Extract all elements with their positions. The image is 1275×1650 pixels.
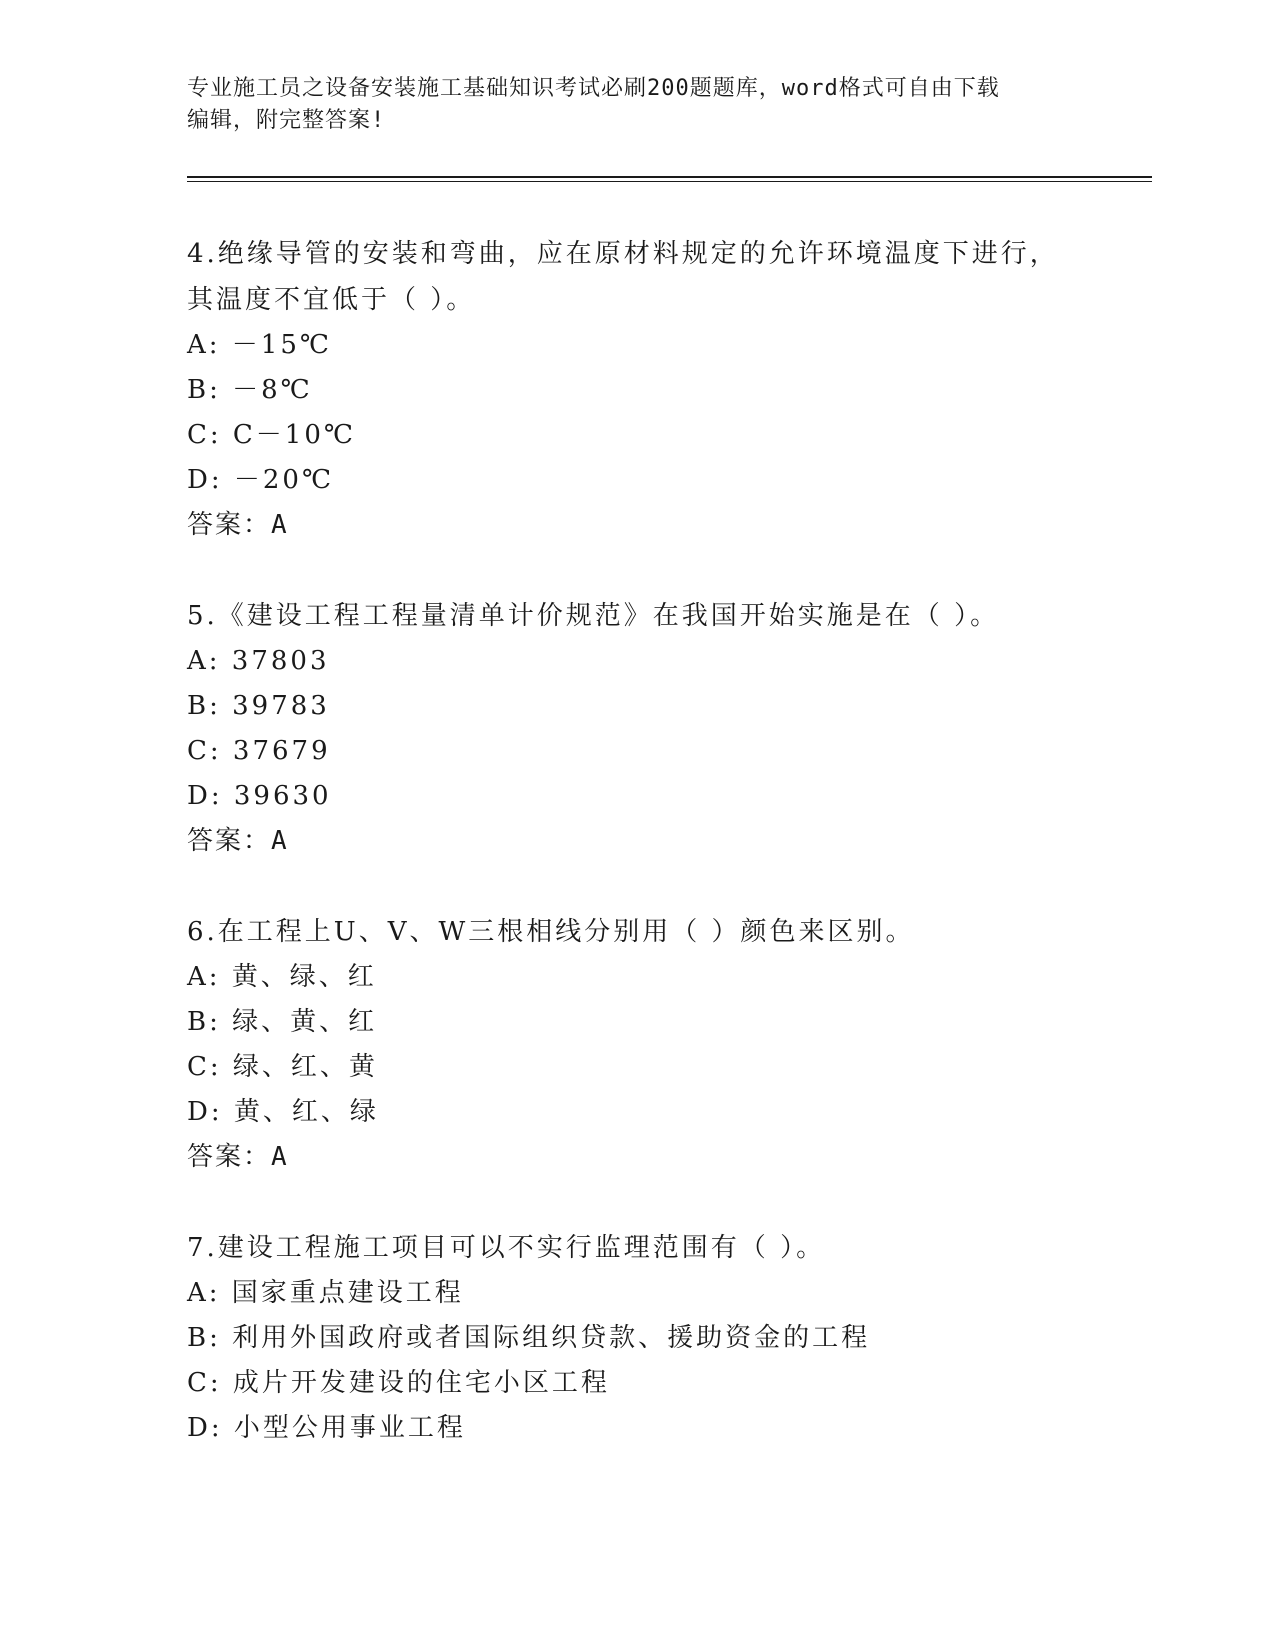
question-stem-continued: 其温度不宜低于（ ）。	[187, 285, 476, 315]
option-c: C: 成片开发建设的住宅小区工程	[187, 1368, 610, 1398]
question-stem: 5.《建设工程工程量清单计价规范》在我国开始实施是在（ ）。	[187, 601, 1000, 631]
option-b: B: －8℃	[187, 375, 313, 405]
question-stem: 7.建设工程施工项目可以不实行监理范围有（ ）。	[187, 1233, 826, 1263]
option-b: B: 39783	[187, 691, 330, 721]
option-c: C: 绿、红、黄	[187, 1052, 378, 1082]
option-d: D: 黄、红、绿	[187, 1097, 379, 1127]
answer: 答案：A	[187, 1142, 289, 1172]
question-stem: 4.绝缘导管的安装和弯曲，应在原材料规定的允许环境温度下进行，	[187, 239, 1059, 269]
answer: 答案：A	[187, 826, 289, 856]
option-b: B: 利用外国政府或者国际组织贷款、援助资金的工程	[187, 1323, 871, 1353]
option-a: A: －15℃	[187, 330, 332, 360]
option-c: C: C－10℃	[187, 420, 356, 450]
option-c: C: 37679	[187, 736, 331, 766]
option-d: D: 39630	[187, 781, 332, 811]
option-a: A: 黄、绿、红	[187, 962, 377, 992]
header-title-line-1: 专业施工员之设备安装施工基础知识考试必刷200题题库，word格式可自由下载	[187, 76, 1000, 101]
option-d: D: －20℃	[187, 465, 335, 495]
document-header	[187, 73, 1087, 137]
header-divider-thin	[187, 181, 1152, 182]
option-b: B: 绿、黄、红	[187, 1007, 378, 1037]
answer: 答案：A	[187, 510, 289, 540]
option-d: D: 小型公用事业工程	[187, 1413, 466, 1443]
option-a: A: 37803	[187, 646, 330, 676]
header-title-line-2: 编辑，附完整答案!	[187, 108, 386, 133]
question-stem: 6.在工程上U、V、W三根相线分别用（ ）颜色来区别。	[187, 917, 915, 947]
header-divider-thick	[187, 176, 1152, 178]
option-a: A: 国家重点建设工程	[187, 1278, 464, 1308]
